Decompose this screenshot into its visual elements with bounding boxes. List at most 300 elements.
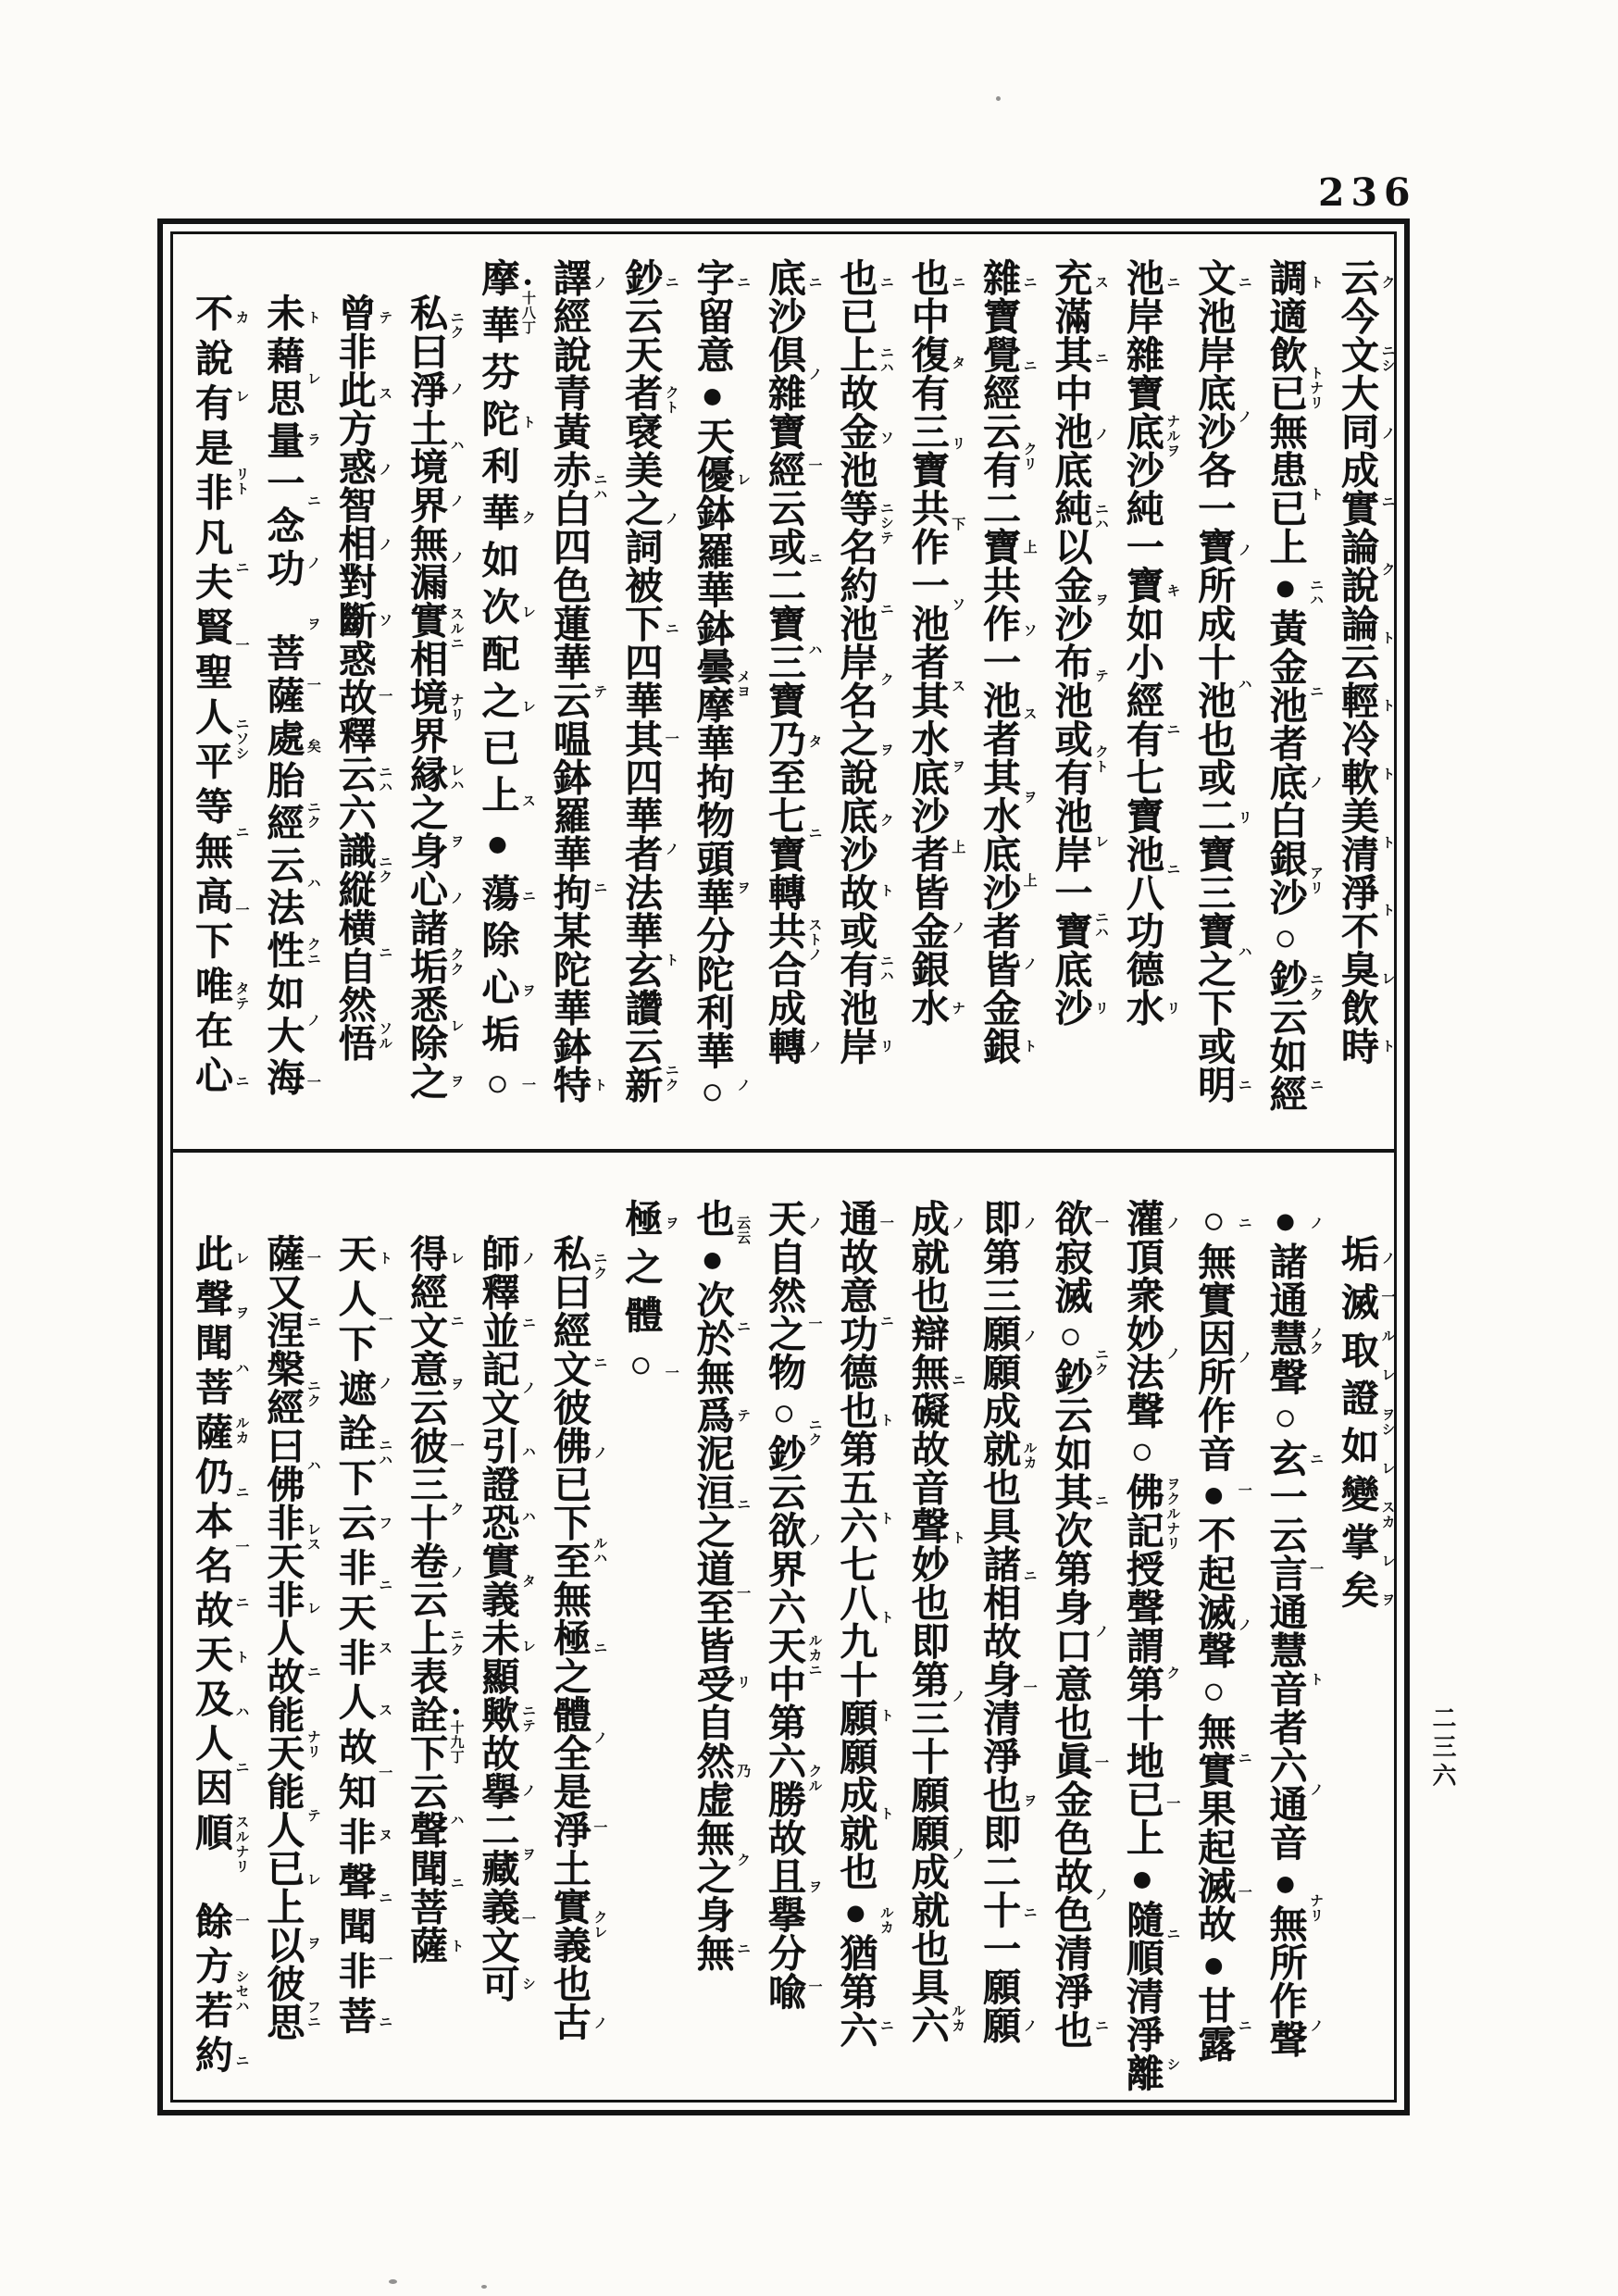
ruby-mark: ナルヲ <box>1164 414 1180 459</box>
ruby-mark: 一 <box>1379 1290 1395 1305</box>
ruby-mark: ニ <box>1021 1905 1037 1921</box>
ruby-mark: ハ <box>305 876 320 892</box>
ruby-mark: ニ <box>1308 1078 1324 1092</box>
column-ruby-marks <box>231 310 250 1090</box>
kanbun-column <box>1250 1156 1324 2100</box>
ruby-mark: ノ <box>1093 426 1108 442</box>
column-text: 灌頂衆妙法聲○佛記授聲謂第十地已上●隨順清淨離 <box>1120 1199 1164 2092</box>
ruby-mark: ニテ <box>520 1703 535 1733</box>
column-text: 鈔云天者裦美之詞被下四華其四華者法華玄讚云新 <box>619 258 663 1104</box>
ruby-mark: ニシテ <box>877 501 893 546</box>
ruby-mark: ノ <box>520 1782 535 1798</box>
ruby-mark: レ <box>448 1017 464 1033</box>
ruby-mark: ノ <box>591 2015 607 2030</box>
ruby-mark: ト <box>377 1251 392 1266</box>
ruby-mark: レ <box>305 1601 320 1616</box>
ruby-mark: ノ <box>1308 1782 1324 1798</box>
ruby-mark: ト <box>233 1650 249 1666</box>
column-ruby-marks <box>876 1216 894 2033</box>
ruby-mark: トナリ <box>1308 366 1324 411</box>
ruby-mark: ニハ <box>877 345 893 376</box>
column-text: ●諸通慧聲○玄一云言通慧音者六通音●無所作聲 <box>1263 1199 1307 2058</box>
ruby-mark: テ <box>305 1807 320 1823</box>
ruby-mark: ク <box>1164 1666 1180 1681</box>
ruby-mark: ニ <box>591 1640 607 1655</box>
column-text: 雜寶覺經云有二寶共作一池者其水底沙者皆金銀 <box>977 258 1021 1066</box>
ruby-mark: ルカ <box>877 1904 893 1935</box>
ruby-mark: レ <box>305 1871 320 1887</box>
ruby-mark: ニ <box>1236 1216 1251 1230</box>
ruby-mark: クレ <box>591 1910 607 1940</box>
column-ruby-marks <box>1019 1216 1038 2033</box>
ruby-mark: ハ <box>520 1444 535 1460</box>
ruby-mark: リ <box>877 1039 893 1054</box>
ruby-mark: ニ <box>233 824 249 840</box>
ruby-mark: ト <box>1379 903 1395 918</box>
ruby-mark: ルカニ <box>806 1633 822 1678</box>
ruby-mark: ノ <box>448 493 464 509</box>
ruby-mark: ニ <box>950 275 965 290</box>
ruby-mark: ノ <box>1093 1624 1108 1640</box>
ruby-mark: ス <box>1021 705 1037 721</box>
ruby-mark: 一 <box>1308 1561 1324 1577</box>
column-text: 垢滅取證如變掌矣 <box>1336 1234 1378 1618</box>
column-ruby-marks <box>303 310 321 1090</box>
ruby-mark: シセハ <box>233 1968 249 2014</box>
column-text: 私曰淨土境界無漏實相境界縁之身心諸垢悉除之 <box>404 293 448 1101</box>
text-frame-inner <box>170 231 1397 2103</box>
ruby-mark: ノ <box>1236 543 1251 557</box>
ruby-mark: 一 <box>305 1251 320 1266</box>
ruby-mark: 一 <box>305 677 320 693</box>
kanbun-column <box>748 234 822 1145</box>
column-ruby-marks <box>590 1251 608 2030</box>
ruby-mark: 一 <box>806 1979 822 1995</box>
ruby-mark: ノ <box>591 1445 607 1461</box>
ruby-mark: スカ <box>1379 1499 1395 1529</box>
ruby-mark: ノ <box>1164 1216 1180 1230</box>
ruby-mark: ノ <box>1308 1216 1324 1230</box>
ruby-mark: リト <box>233 467 249 497</box>
ruby-mark: ニ <box>877 2018 893 2033</box>
column-ruby-marks <box>1234 275 1252 1092</box>
block-divider-rule <box>173 1149 1394 1153</box>
ruby-mark: ノ <box>520 1379 535 1395</box>
ruby-mark: ハ <box>233 1360 249 1376</box>
ruby-mark: ニク <box>1093 1346 1108 1377</box>
ruby-mark: 上 <box>950 839 965 855</box>
ruby-mark: 上 <box>1021 872 1037 888</box>
kanbun-column <box>462 234 533 1145</box>
ruby-mark: 一 <box>1236 1483 1251 1498</box>
ruby-mark: レス <box>305 1521 320 1552</box>
ruby-mark: ニハ <box>877 954 893 984</box>
ruby-mark: レ <box>1379 1460 1395 1476</box>
column-text: 充滿其中池底純以金沙布池或有池岸一寶底沙 <box>1049 258 1092 1027</box>
ruby-mark: ニ <box>520 888 535 904</box>
ruby-mark: スルニ <box>448 605 464 651</box>
kanbun-column <box>819 1156 893 2100</box>
column-ruby-marks <box>590 275 608 1092</box>
ruby-mark: ル <box>1379 1329 1395 1344</box>
kanbun-column <box>891 234 963 1145</box>
column-text: 天自然之物○鈔云欲界六天中第六勝故且擧分喩 <box>763 1199 805 2011</box>
ruby-mark: ス <box>1093 275 1108 290</box>
ruby-mark: ノ <box>591 1729 607 1745</box>
ruby-mark: ニ <box>1021 1567 1037 1583</box>
ruby-mark: ストノ <box>806 917 822 963</box>
ruby-mark: ト <box>448 1938 464 1953</box>
ruby-mark: ノ <box>591 275 607 290</box>
ruby-mark: ノ <box>305 555 320 570</box>
ruby-mark: ニハ <box>1308 578 1324 608</box>
ruby-mark: タ <box>520 1574 535 1590</box>
ruby-mark: ニ <box>233 1074 249 1090</box>
column-text: 曾非此方惑智相對斷惑故釋云六識縦横自然悟 <box>332 293 376 1062</box>
ruby-mark: ニ <box>233 559 249 575</box>
kanbun-column <box>390 1156 464 2100</box>
ruby-mark: ヲ <box>305 1936 320 1952</box>
column-ruby-marks <box>661 1216 679 1380</box>
ruby-mark: ト <box>1379 1039 1395 1054</box>
kanbun-column <box>891 1156 963 2100</box>
ruby-mark: ヲクルナリ <box>1164 1476 1180 1551</box>
ruby-mark: ト <box>1379 698 1395 714</box>
ruby-mark: ヲ <box>448 1074 464 1090</box>
ruby-mark: ●十八丁 <box>520 275 535 335</box>
ruby-mark: ノ <box>806 367 822 382</box>
ruby-mark: ニ <box>377 2015 392 2030</box>
ruby-mark: ソ <box>950 597 965 613</box>
column-ruby-marks <box>518 275 537 1092</box>
ruby-mark: ヲ <box>877 742 893 757</box>
kanbun-column <box>318 234 390 1145</box>
ruby-mark: ノク <box>1308 1326 1324 1356</box>
column-ruby-marks <box>446 1251 465 1953</box>
column-text: 通故意功德也第五六七八九十願願成就也●猶第六 <box>834 1199 877 2049</box>
column-text: 摩華芬陀利華如次配之已上●蕩除心垢○ <box>476 258 519 1113</box>
ruby-mark: ニ <box>377 945 392 961</box>
ruby-mark: ト <box>950 1530 965 1546</box>
ruby-mark: ノ <box>950 1216 965 1230</box>
ruby-mark: ニ <box>1236 1751 1251 1766</box>
ruby-mark: 矣 <box>305 738 320 754</box>
ruby-mark: ニ <box>1308 683 1324 699</box>
ruby-mark: ルカ <box>950 2003 965 2033</box>
kanbun-column <box>1177 1156 1249 2100</box>
ruby-mark: ノ <box>1021 2017 1037 2033</box>
ruby-mark: タ <box>950 356 965 371</box>
ruby-mark: ヲ <box>1379 1592 1395 1607</box>
ruby-mark: ニハ <box>591 471 607 502</box>
column-ruby-marks <box>1377 275 1396 1054</box>
ruby-mark: ヲ <box>233 1305 249 1321</box>
ruby-mark: 乃 <box>735 1764 751 1778</box>
ruby-mark: リ <box>1093 1000 1108 1016</box>
column-text: 也●次於無爲泥洹之道至皆受自然虚無之身無 <box>691 1199 734 1972</box>
column-text: 不說有是非凡夫賢聖人平等無高下唯在心 <box>190 293 232 1101</box>
ruby-mark: ニソシ <box>233 717 249 762</box>
ruby-mark: ノ <box>1379 426 1395 442</box>
ruby-mark: キ <box>1164 582 1180 598</box>
ruby-mark: ニハ <box>377 764 392 794</box>
ruby-mark: ノ <box>950 1688 965 1703</box>
ruby-mark: ハ <box>1236 943 1251 959</box>
ruby-mark: 一 <box>663 731 678 747</box>
ruby-mark: ニ <box>877 1314 893 1329</box>
column-text: 云今文大同成實論說論云輕冷軟美清淨不臭飲時 <box>1336 258 1378 1066</box>
ruby-mark: ヲ <box>1021 789 1037 805</box>
kanbun-column <box>1106 234 1180 1145</box>
column-ruby-marks <box>804 275 823 1054</box>
ruby-mark: ト <box>877 883 893 899</box>
kanbun-column <box>175 1156 249 2100</box>
ruby-mark: ト <box>877 1511 893 1527</box>
ruby-mark: ノ <box>448 891 464 906</box>
ruby-mark: ヲ <box>806 1878 822 1894</box>
kanbun-column <box>604 1156 676 2100</box>
ruby-mark: ハ <box>448 1813 464 1828</box>
ruby-mark: 一 <box>1093 1216 1108 1230</box>
column-ruby-marks <box>1377 1251 1396 1607</box>
ruby-mark: ノ <box>1236 1349 1251 1365</box>
column-text: 此聲聞菩薩仍本名故天及人因順 餘方若約 <box>190 1234 232 2079</box>
ruby-mark: 一 <box>806 1316 822 1331</box>
ruby-mark: ト <box>663 952 678 967</box>
kanbun-column <box>246 234 320 1145</box>
ruby-mark: ヌ <box>377 1828 392 1843</box>
ruby-mark: ノ <box>663 510 678 526</box>
ruby-mark: 一 <box>591 1820 607 1836</box>
column-text: 私曰經文彼佛已下至無極之體全是淨土實義也古 <box>547 1234 591 2041</box>
ruby-mark: レ <box>735 471 751 487</box>
kanbun-column <box>533 1156 607 2100</box>
ruby-mark: ノ <box>806 1039 822 1054</box>
ruby-mark: 一 <box>1164 1796 1180 1811</box>
ruby-mark: ク <box>520 509 535 525</box>
ruby-mark: ノ <box>735 1078 751 1092</box>
ruby-mark: ノ <box>377 1375 392 1391</box>
ruby-mark: ニ <box>1093 2017 1108 2033</box>
folio-number-kanji: 二三六 <box>1429 1705 1456 1791</box>
ruby-mark: ニク <box>448 310 464 340</box>
column-ruby-marks <box>231 1251 250 2068</box>
column-ruby-marks <box>1234 1216 1252 2033</box>
column-ruby-marks <box>1091 275 1110 1016</box>
ruby-mark: レ <box>1379 970 1395 986</box>
ruby-mark: ト <box>1308 1672 1324 1688</box>
ruby-mark: クク <box>448 946 464 977</box>
ruby-mark: ノ <box>377 461 392 477</box>
ruby-mark: ノ <box>950 1845 965 1861</box>
ruby-mark: ノ <box>448 1564 464 1579</box>
ruby-mark: ニ <box>950 1373 965 1389</box>
ruby-mark: ニ <box>1236 2018 1251 2033</box>
ruby-mark: ソル <box>377 1020 392 1051</box>
kanbun-column <box>318 1156 390 2100</box>
ruby-mark: スルナリ <box>233 1814 249 1874</box>
column-text: 師釋並記文引證恐實義未顯歟故擧二藏義文可 <box>476 1234 519 2003</box>
ruby-mark: レハ <box>448 763 464 793</box>
ruby-mark: ナリ <box>448 692 464 722</box>
ruby-mark: 一 <box>233 638 249 654</box>
kanbun-column <box>1035 1156 1106 2100</box>
ruby-mark: ニハ <box>377 1438 392 1468</box>
kanbun-column <box>462 1156 533 2100</box>
ruby-mark: ク <box>448 1502 464 1516</box>
column-text: 也中復有三寶共作一池者其水底沙者皆金銀水 <box>905 258 949 1027</box>
ruby-mark: 一 <box>377 1313 392 1329</box>
kanbun-column <box>1035 234 1106 1145</box>
ruby-mark: クル <box>806 1763 822 1793</box>
ruby-mark: ソ <box>377 613 392 629</box>
ruby-mark: ノ <box>1379 1251 1395 1266</box>
column-text: ○無實因所作音●不起滅聲○無實果起滅故●甘露 <box>1192 1199 1236 2063</box>
page-number: 236 <box>1318 170 1417 215</box>
ruby-mark: クト <box>663 385 678 416</box>
ruby-mark: ヲ <box>448 1376 464 1391</box>
kanbun-column <box>1321 234 1395 1145</box>
ruby-mark: ノ <box>1164 1345 1180 1361</box>
ruby-mark: ニ <box>305 493 320 509</box>
ruby-mark: ニ <box>1164 1926 1180 1941</box>
ruby-mark: ハ <box>305 1457 320 1473</box>
column-ruby-marks <box>804 1216 823 1995</box>
ruby-mark: カ <box>233 310 249 325</box>
ruby-mark: ニ <box>735 1941 751 1956</box>
ruby-mark: ニ <box>305 1665 320 1680</box>
ruby-mark: ト <box>877 1412 893 1428</box>
ruby-mark: クニ <box>305 937 320 967</box>
column-text: 天人下遮詮下云非天非人故知非聲聞非菩 <box>332 1234 376 2041</box>
ruby-mark: ヲ <box>950 758 965 774</box>
column-ruby-marks <box>1019 275 1038 1054</box>
ruby-mark: ノ <box>950 919 965 935</box>
column-text: 調適飲已無患已上●黃金池者底白銀沙○鈔云如經 <box>1263 258 1307 1113</box>
ruby-mark: 一 <box>663 1365 678 1380</box>
ruby-mark: ニ <box>591 880 607 896</box>
ruby-mark: ハ <box>1236 676 1251 692</box>
ruby-mark: ノ <box>1236 408 1251 424</box>
ruby-mark: ソ <box>877 430 893 446</box>
kanbun-column <box>1177 234 1249 1145</box>
kanbun-column <box>604 234 676 1145</box>
ruby-mark: ニ <box>1164 861 1180 877</box>
ruby-mark: ナリ <box>305 1728 320 1759</box>
ruby-mark: ノ <box>305 1013 320 1029</box>
column-ruby-marks <box>948 1216 966 2033</box>
ruby-mark: フニ <box>305 2000 320 2030</box>
ruby-mark: レ <box>233 1251 249 1266</box>
column-text: 字留意●天優鉢羅華鉢曇摩華拘物頭華分陀利華○ <box>691 258 734 1113</box>
ruby-mark: ニ <box>591 1355 607 1371</box>
ruby-mark: 上 <box>1021 539 1037 555</box>
ruby-mark: クリ <box>1021 441 1037 471</box>
ruby-mark: ニ <box>233 1759 249 1775</box>
column-text: 得經文意云彼三十卷云上表詮下云聲聞菩薩 <box>404 1234 448 1965</box>
ruby-mark: ノ <box>1021 1328 1037 1343</box>
ruby-mark: ク <box>877 812 893 828</box>
ruby-mark: ト <box>1379 834 1395 850</box>
text-frame <box>157 218 1410 2115</box>
ruby-mark: アリ <box>1308 866 1324 896</box>
ruby-mark: ニハ <box>1093 502 1108 532</box>
ruby-mark: ス <box>377 1703 392 1718</box>
column-ruby-marks <box>303 1251 321 2030</box>
column-ruby-marks <box>948 275 966 1016</box>
ruby-mark: レ <box>520 699 535 714</box>
ruby-mark: ニ <box>806 550 822 566</box>
ruby-mark: ニシ <box>1379 343 1395 373</box>
column-text: 底沙倶雜寶經云或二寶三寶乃至七寶轉共合成轉 <box>763 258 805 1066</box>
column-text: 未藉思量一念功 菩薩處胎經云法性如大海 <box>261 293 305 1101</box>
ruby-mark: ヲ <box>663 1216 678 1230</box>
ruby-mark: ニ <box>1164 722 1180 738</box>
ruby-mark: 一 <box>305 1074 320 1090</box>
kanbun-column <box>175 234 249 1145</box>
ruby-mark: メヨ <box>735 668 751 699</box>
ruby-mark: ニ <box>1379 493 1395 509</box>
ruby-mark: ニ <box>377 1578 392 1593</box>
column-text: 欲寂滅○鈔云如其次第身口意也眞金色故色清淨也 <box>1049 1199 1092 2049</box>
ruby-mark: ニ <box>1308 1451 1324 1466</box>
ruby-mark: ノ <box>1021 955 1037 971</box>
scan-speck <box>996 96 1001 101</box>
ruby-mark: ニク <box>305 1379 320 1409</box>
ruby-mark: ク <box>877 671 893 687</box>
ruby-mark: ニ <box>377 1890 392 1905</box>
column-ruby-marks <box>876 275 894 1054</box>
ruby-mark: 一 <box>806 458 822 474</box>
ruby-mark: ニ <box>1093 1492 1108 1508</box>
column-ruby-marks <box>733 275 752 1092</box>
column-ruby-marks <box>1091 1216 1110 2033</box>
ruby-mark: ヲ <box>448 834 464 850</box>
kanbun-column <box>1106 1156 1180 2100</box>
ruby-mark: ソ <box>1021 622 1037 638</box>
ruby-mark: ト <box>520 415 535 430</box>
ruby-mark: ニ <box>1164 275 1180 290</box>
ruby-mark: ニ <box>1021 275 1037 290</box>
ruby-mark: ニ <box>305 1315 320 1330</box>
column-text: 薩又涅槃經曰佛非天非人故能天能人已上以彼思 <box>261 1234 305 2041</box>
ruby-mark: ニ <box>520 1315 535 1330</box>
ruby-mark: ヲ <box>1021 1792 1037 1808</box>
ruby-mark: ハ <box>448 437 464 453</box>
ruby-mark: ニ <box>735 275 751 290</box>
kanbun-column <box>748 1156 822 2100</box>
ruby-mark: レ <box>1093 834 1108 850</box>
ruby-mark: ハ <box>520 1509 535 1525</box>
text-block-top <box>175 234 1395 1145</box>
ruby-mark: ヲシ <box>1379 1406 1395 1437</box>
ruby-mark: ニク <box>448 1627 464 1657</box>
ruby-mark: ノ <box>806 1216 822 1230</box>
scan-speck <box>389 2279 397 2284</box>
ruby-mark: 下 <box>950 517 965 532</box>
column-ruby-marks <box>375 1251 393 2030</box>
ruby-mark: ト <box>1308 486 1324 502</box>
ruby-mark: 一 <box>877 1216 893 1230</box>
ruby-mark: 一 <box>448 1439 464 1454</box>
ruby-mark: テ <box>735 1408 751 1423</box>
ruby-mark: 一 <box>377 1765 392 1780</box>
kanbun-column <box>677 234 751 1145</box>
ruby-mark: ト <box>1379 630 1395 645</box>
ruby-mark: ト <box>877 1707 893 1723</box>
ruby-mark: ト <box>1308 275 1324 290</box>
ruby-mark: ト <box>1021 1039 1037 1054</box>
